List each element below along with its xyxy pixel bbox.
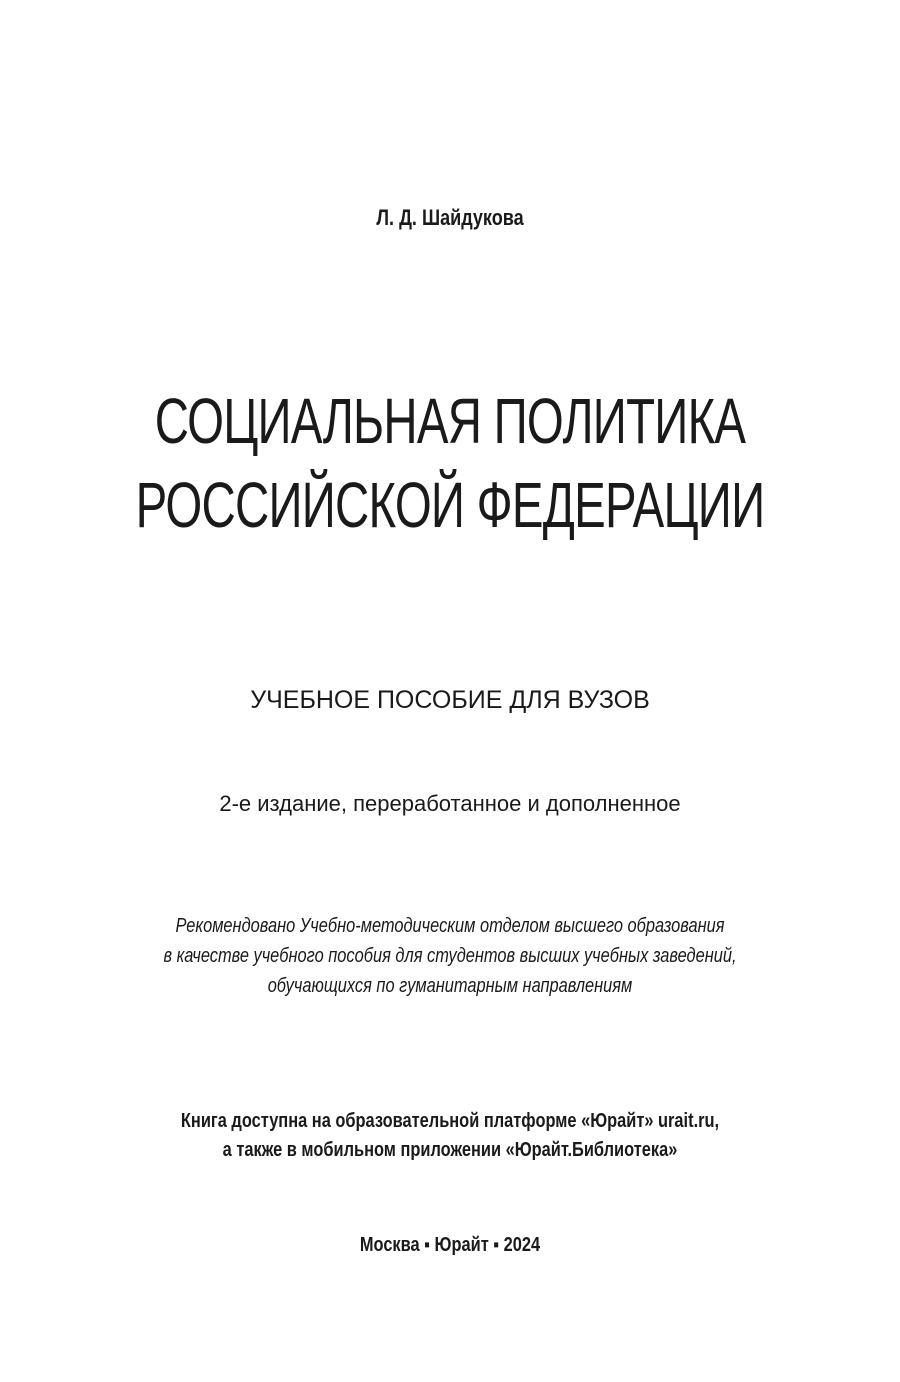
platform-note-line-2: а также в мобильном приложении «Юрайт.Библиотека» — [222, 1139, 678, 1161]
recommendation-line-2: в качестве учебного пособия для студентов высших учебных заведений, — [163, 945, 737, 967]
book-title-line-1: СОЦИАЛЬНАЯ ПОЛИТИКА — [154, 385, 746, 457]
edition-note: 2-е издание, переработанное и дополненное — [219, 791, 681, 816]
book-title-line-2: РОССИЙСКОЙ ФЕДЕРАЦИИ — [135, 469, 765, 541]
publisher-imprint: Москва ▪ Юрайт ▪ 2024 — [359, 1234, 541, 1256]
recommendation-line-1: Рекомендовано Учебно-методическим отделом высшего образования — [175, 915, 725, 937]
author-name: Л. Д. Шайдукова — [376, 205, 524, 230]
book-subtitle: УЧЕБНОЕ ПОСОБИЕ ДЛЯ ВУЗОВ — [250, 686, 650, 714]
recommendation-line-3: обучающихся по гуманитарным направлениям — [267, 975, 633, 997]
platform-note-line-1: Книга доступна на образовательной платформе «Юрайт» urait.ru, — [180, 1110, 720, 1132]
